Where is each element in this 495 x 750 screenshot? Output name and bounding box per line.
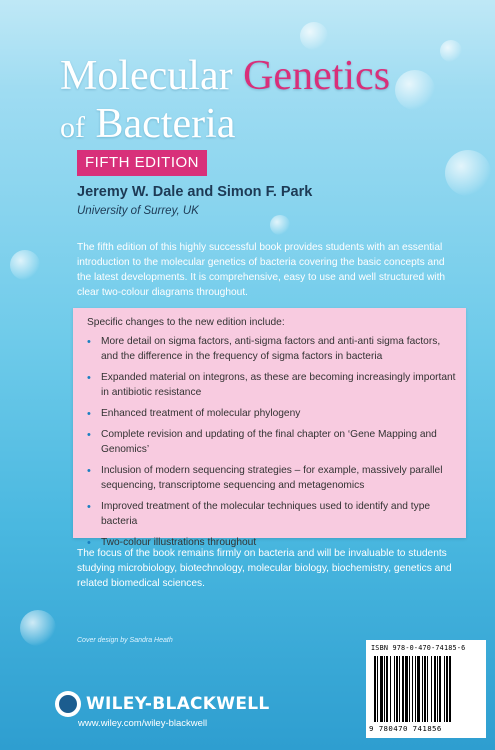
cover-credit: Cover design by Sandra Heath [77,637,173,644]
book-title [60,52,490,152]
edition-badge: FIFTH EDITION [77,150,207,176]
barcode-digits: 9 780470 741856 [369,724,442,733]
bubble-decoration [20,610,56,646]
bubble-decoration [10,250,40,280]
changes-list [83,334,458,556]
bullet-icon: • [87,429,91,441]
publisher-logo [55,690,270,718]
barcode-icon [374,656,478,722]
title-word-of: of [60,111,85,144]
isbn: ISBN 978-0-470-74185-6 [371,644,466,652]
bullet-icon: • [87,465,91,477]
list-item: • Enhanced treatment of molecular phylogeny [87,408,301,420]
title-word-bacteria: Bacteria [95,101,236,147]
authors: Jeremy W. Dale and Simon F. Park [77,184,313,200]
list-item: • Complete revision and updating of the final chapter on ‘Gene Mapping and Genomics’ [87,429,437,455]
bullet-icon: • [87,336,91,348]
bubble-decoration [270,215,290,235]
changes-box [73,308,466,549]
bubble-decoration [300,22,328,50]
list-item: • Inclusion of modern sequencing strategies – for example, massively parallel sequencing, transcriptome sequencing and metagenomics [87,465,443,491]
bubble-decoration [445,150,491,196]
barcode-box [366,640,486,738]
focus-paragraph: The focus of the book remains firmly on bacteria and will be invaluable to students studying microbiology, biotechnology, molecular biology, biochemistry, genetics and related biomedical sciences. [77,548,452,589]
list-item: • More detail on sigma factors, anti-sigma factors and anti-anti sigma factors, and the difference in the frequency of sigma factors in bacteria [87,336,441,362]
changes-intro: Specific changes to the new edition include: [87,317,285,328]
wiley-logo-icon [55,691,81,717]
publisher-name: WILEY-BLACKWELL [86,694,270,714]
bullet-icon: • [87,408,91,420]
bullet-icon: • [87,501,91,513]
bullet-icon: • [87,372,91,384]
list-item: • Expanded material on integrons, as these are becoming increasingly important in antibiotic resistance [87,372,456,398]
title-word-molecular: Molecular [60,53,233,99]
list-item: • Improved treatment of the molecular techniques used to identify and type bacteria [87,501,431,527]
affiliation: University of Surrey, UK [77,205,199,217]
intro-paragraph: The fifth edition of this highly successful book provides students with an essential introduction to the molecular genetics of bacteria covering the basic concepts and the latest developments. It is comprehensive, easy to use and well structured with clear two-colour diagrams throughout. [77,242,446,298]
publisher-url[interactable]: www.wiley.com/wiley-blackwell [78,718,208,729]
bullet-icon: • [87,537,91,549]
title-word-genetics: Genetics [243,53,391,99]
list-item: • Two-colour illustrations throughout [87,537,257,549]
